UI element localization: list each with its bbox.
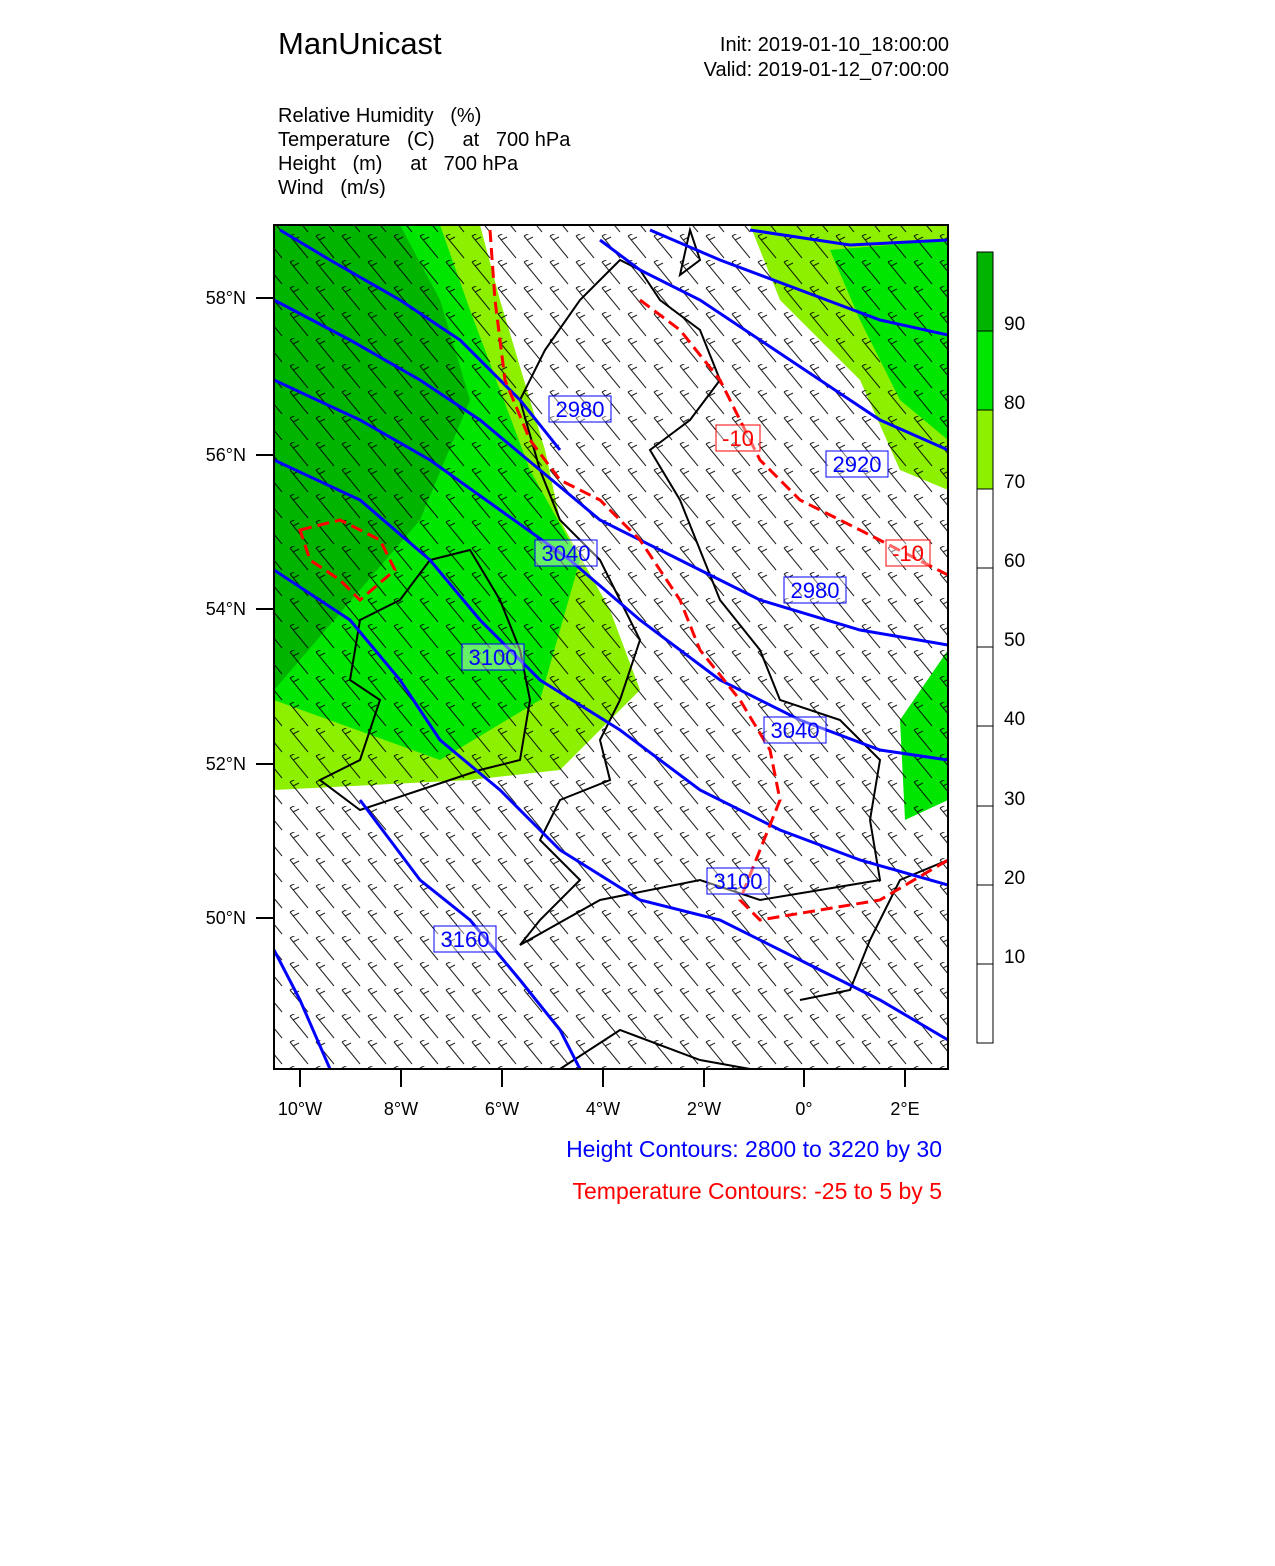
lon-label-2w: 2°W — [686, 1099, 722, 1119]
field-height: Height (m) at 700 hPa — [278, 153, 519, 175]
lon-label-8w: 8°W — [383, 1099, 419, 1119]
height-label-7: 3100 — [713, 869, 763, 894]
height-label-6: 3040 — [770, 718, 820, 743]
colorbar-label-50: 50 — [1004, 630, 1026, 651]
colorbar-label-80: 80 — [1004, 393, 1026, 414]
colorbar-label-30: 30 — [1004, 789, 1026, 810]
map-plot-area — [274, 225, 948, 1069]
colorbar — [977, 252, 1025, 1043]
colorbar-label-70: 70 — [1004, 472, 1026, 493]
wind-barbs — [274, 225, 948, 1069]
lon-label-6w: 6°W — [484, 1099, 520, 1119]
colorbar-label-90: 90 — [1004, 314, 1026, 335]
colorbar-label-60: 60 — [1004, 551, 1026, 572]
lon-label-4w: 4°W — [585, 1099, 621, 1119]
height-label-1: 2980 — [555, 397, 605, 422]
colorbar-label-20: 20 — [1004, 868, 1026, 889]
lat-label-54n: 54°N — [205, 599, 246, 619]
valid-time: Valid: 2019-01-12_07:00:00 — [703, 59, 949, 81]
lon-label-0: 0° — [795, 1099, 813, 1119]
lon-label-2e: 2°E — [890, 1099, 920, 1119]
map-title: ManUnicast — [278, 26, 442, 61]
height-label-2: 2920 — [832, 452, 882, 477]
lat-label-56n: 56°N — [205, 445, 246, 465]
height-label-4: 2980 — [790, 578, 840, 603]
temp-label-1: -10 — [722, 426, 754, 451]
colorbar-label-40: 40 — [1004, 709, 1026, 730]
lat-label-52n: 52°N — [205, 754, 246, 774]
temperature-contour-legend: Temperature Contours: -25 to 5 by 5 — [572, 1178, 942, 1204]
field-temperature: Temperature (C) at 700 hPa — [278, 129, 571, 151]
lon-label-10w: 10°W — [277, 1099, 323, 1119]
init-time: Init: 2019-01-10_18:00:00 — [719, 34, 949, 56]
height-label-8: 3160 — [440, 927, 490, 952]
height-contour-legend: Height Contours: 2800 to 3220 by 30 — [566, 1136, 942, 1162]
colorbar-label-10: 10 — [1004, 947, 1026, 968]
temp-label-2: -10 — [892, 541, 924, 566]
lat-label-50n: 50°N — [205, 908, 246, 928]
height-label-5: 3100 — [468, 645, 518, 670]
field-rh: Relative Humidity (%) — [278, 105, 482, 127]
height-label-3: 3040 — [541, 541, 591, 566]
field-wind: Wind (m/s) — [278, 177, 386, 199]
lat-label-58n: 58°N — [205, 288, 246, 308]
